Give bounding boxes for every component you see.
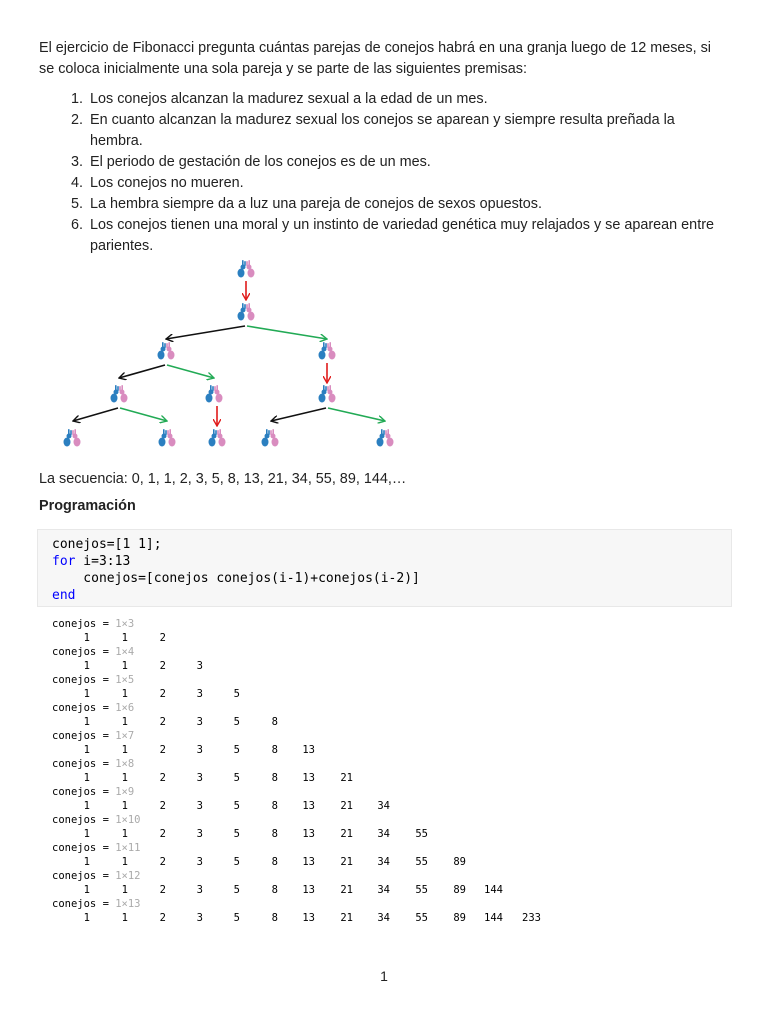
- green-arrow: [167, 365, 214, 378]
- output-value: 3: [196, 884, 203, 896]
- output-value: 1: [121, 800, 128, 812]
- list-item-number: 5.: [71, 196, 84, 212]
- output-value: 55: [415, 884, 428, 896]
- output-value: 2: [159, 856, 166, 868]
- output-label: [52, 757, 134, 771]
- output-value: 8: [271, 716, 278, 728]
- section-title: Programación: [39, 498, 136, 514]
- output-variable: conejos =: [52, 842, 116, 854]
- output-value: 55: [415, 856, 428, 868]
- output-value: 2: [159, 800, 166, 812]
- output-value: 3: [196, 688, 203, 700]
- output-label: [52, 729, 134, 743]
- output-size: 1×13: [115, 898, 141, 910]
- output-value: 89: [453, 912, 466, 924]
- green-arrow: [247, 326, 327, 339]
- output-value: 8: [271, 856, 278, 868]
- output-value: 2: [159, 688, 166, 700]
- list-item: [39, 194, 729, 215]
- black-arrow: [166, 326, 245, 339]
- code-line: [52, 587, 717, 604]
- output-value: 3: [196, 800, 203, 812]
- list-item-text: Los conejos no mueren.: [90, 175, 244, 191]
- output-value: 21: [340, 800, 353, 812]
- output-value: 13: [302, 800, 315, 812]
- output-value: 3: [196, 660, 203, 672]
- output-value: 3: [196, 856, 203, 868]
- output-size: 1×10: [115, 814, 141, 826]
- code-keyword: for: [52, 554, 76, 569]
- output-value: 1: [83, 772, 90, 784]
- premises-list: [39, 89, 729, 257]
- output-size: 1×8: [115, 758, 135, 770]
- list-item: [39, 89, 729, 110]
- black-arrow: [119, 365, 165, 378]
- output-value: 144: [484, 884, 503, 896]
- output-value: 3: [196, 772, 203, 784]
- output-variable: conejos =: [52, 786, 116, 798]
- output-value: 8: [271, 884, 278, 896]
- output-value: 5: [233, 744, 240, 756]
- output-variable: conejos =: [52, 674, 116, 686]
- output-value: 1: [83, 744, 90, 756]
- output-value: 1: [121, 828, 128, 840]
- output-value: 2: [159, 660, 166, 672]
- output-value: 1: [83, 884, 90, 896]
- output-value: 2: [159, 716, 166, 728]
- output-value: 233: [522, 912, 541, 924]
- code-line: [52, 553, 717, 570]
- output-value: 5: [233, 800, 240, 812]
- output-value: 1: [83, 688, 90, 700]
- output-value: 1: [83, 800, 90, 812]
- list-item-text: En cuanto alcanzan la madurez sexual los conejos se aparean y siempre resulta preñada la hembra.: [90, 112, 675, 149]
- output-size: 1×11: [115, 842, 141, 854]
- output-value: 3: [196, 716, 203, 728]
- output-variable: conejos =: [52, 758, 116, 770]
- output-value: 21: [340, 856, 353, 868]
- output-variable: conejos =: [52, 898, 116, 910]
- code-line: conejos=[1 1];: [52, 537, 162, 552]
- output-value: 1: [121, 716, 128, 728]
- list-item-text: Los conejos tienen una moral y un instinto de variedad genética muy relajados y se aparean entre parientes.: [90, 217, 714, 254]
- output-value: 1: [121, 772, 128, 784]
- rabbit-pair-icon: [206, 385, 223, 403]
- list-item-number: 3.: [71, 154, 84, 170]
- output-value: 13: [302, 884, 315, 896]
- output-value: 55: [415, 828, 428, 840]
- rabbit-pair-icon: [262, 429, 279, 447]
- output-value: 13: [302, 772, 315, 784]
- output-variable: conejos =: [52, 730, 116, 742]
- sequence-text: La secuencia: 0, 1, 1, 2, 3, 5, 8, 13, 21, 34, 55, 89, 144,…: [39, 471, 407, 487]
- output-value: 21: [340, 912, 353, 924]
- output-variable: conejos =: [52, 702, 116, 714]
- output-value: 13: [302, 912, 315, 924]
- output-value: 5: [233, 772, 240, 784]
- output-size: 1×9: [115, 786, 135, 798]
- list-item-text: La hembra siempre da a luz una pareja de conejos de sexos opuestos.: [90, 196, 542, 212]
- black-arrow: [271, 408, 326, 421]
- list-item-number: 4.: [71, 175, 84, 191]
- output-label: [52, 897, 141, 911]
- code-line: conejos=[conejos conejos(i-1)+conejos(i-2)]: [52, 571, 420, 586]
- output-label: [52, 869, 141, 883]
- list-item: [39, 173, 729, 194]
- output-value: 2: [159, 632, 166, 644]
- output-value: 5: [233, 828, 240, 840]
- output-label: [52, 841, 141, 855]
- green-arrow: [328, 408, 385, 421]
- list-item: [39, 152, 729, 173]
- intro-paragraph: El ejercicio de Fibonacci pregunta cuántas parejas de conejos habrá en una granja luego de 12 meses, si se coloca inicialmente una sola pareja y se parte de las siguientes premisas:: [39, 40, 711, 77]
- output-value: 8: [271, 912, 278, 924]
- list-item-number: 6.: [71, 217, 84, 233]
- output-size: 1×3: [115, 618, 135, 630]
- output-value: 89: [453, 856, 466, 868]
- output-value: 1: [121, 744, 128, 756]
- output-value: 34: [377, 884, 390, 896]
- output-value: 34: [377, 912, 390, 924]
- output-value: 8: [271, 828, 278, 840]
- list-item: [39, 110, 729, 152]
- output-value: 21: [340, 772, 353, 784]
- rabbit-pair-icon: [158, 342, 175, 360]
- output-value: 5: [233, 688, 240, 700]
- output-value: 1: [83, 828, 90, 840]
- rabbit-pair-icon: [319, 385, 336, 403]
- output-value: 8: [271, 744, 278, 756]
- output-value: 144: [484, 912, 503, 924]
- output-value: 1: [121, 660, 128, 672]
- list-item-number: 1.: [71, 91, 84, 107]
- rabbit-pair-icon: [319, 342, 336, 360]
- output-label: [52, 673, 134, 687]
- output-value: 3: [196, 744, 203, 756]
- page-number: 1: [380, 968, 388, 984]
- output-value: 2: [159, 772, 166, 784]
- rabbit-pair-icon: [111, 385, 128, 403]
- output-value: 1: [83, 856, 90, 868]
- output-value: 5: [233, 884, 240, 896]
- output-value: 1: [83, 912, 90, 924]
- output-label: [52, 645, 134, 659]
- output-value: 55: [415, 912, 428, 924]
- output-value: 13: [302, 744, 315, 756]
- output-value: 2: [159, 828, 166, 840]
- output-value: 8: [271, 800, 278, 812]
- output-value: 21: [340, 828, 353, 840]
- rabbit-family-tree-diagram: [55, 255, 415, 455]
- output-size: 1×12: [115, 870, 141, 882]
- black-arrow: [73, 408, 118, 421]
- rabbit-pair-icon: [159, 429, 176, 447]
- output-value: 5: [233, 716, 240, 728]
- output-value: 3: [196, 828, 203, 840]
- output-value: 1: [121, 632, 128, 644]
- rabbit-pair-icon: [64, 429, 81, 447]
- rabbit-pair-icon: [238, 303, 255, 321]
- output-value: 21: [340, 884, 353, 896]
- output-size: 1×5: [115, 674, 135, 686]
- list-item-text: El periodo de gestación de los conejos es de un mes.: [90, 154, 431, 170]
- output-value: 34: [377, 828, 390, 840]
- output-value: 1: [121, 884, 128, 896]
- output-variable: conejos =: [52, 870, 116, 882]
- output-value: 8: [271, 772, 278, 784]
- output-label: [52, 813, 141, 827]
- output-size: 1×6: [115, 702, 135, 714]
- output-value: 1: [83, 716, 90, 728]
- list-item: [39, 215, 729, 257]
- output-value: 5: [233, 912, 240, 924]
- list-item-text: Los conejos alcanzan la madurez sexual a la edad de un mes.: [90, 91, 488, 107]
- output-value: 1: [121, 912, 128, 924]
- output-value: 5: [233, 856, 240, 868]
- code-text: i=3:13: [75, 554, 131, 569]
- output-value: 3: [196, 912, 203, 924]
- output-label: [52, 701, 134, 715]
- output-value: 34: [377, 856, 390, 868]
- output-value: 1: [121, 688, 128, 700]
- output-value: 13: [302, 856, 315, 868]
- output-value: 1: [83, 632, 90, 644]
- rabbit-pair-icon: [209, 429, 226, 447]
- output-variable: conejos =: [52, 646, 116, 658]
- output-value: 1: [121, 856, 128, 868]
- code-keyword: end: [52, 588, 76, 603]
- list-item-number: 2.: [71, 112, 84, 128]
- output-variable: conejos =: [52, 814, 116, 826]
- rabbit-pair-icon: [238, 260, 255, 278]
- output-value: 89: [453, 884, 466, 896]
- output-label: [52, 617, 134, 631]
- output-size: 1×4: [115, 646, 135, 658]
- output-value: 2: [159, 912, 166, 924]
- green-arrow: [120, 408, 167, 421]
- rabbit-pair-icon: [377, 429, 394, 447]
- output-value: 2: [159, 744, 166, 756]
- output-value: 2: [159, 884, 166, 896]
- output-variable: conejos =: [52, 618, 116, 630]
- output-value: 34: [377, 800, 390, 812]
- output-value: 13: [302, 828, 315, 840]
- code-block: [37, 529, 732, 607]
- output-label: [52, 785, 134, 799]
- output-size: 1×7: [115, 730, 135, 742]
- output-value: 1: [83, 660, 90, 672]
